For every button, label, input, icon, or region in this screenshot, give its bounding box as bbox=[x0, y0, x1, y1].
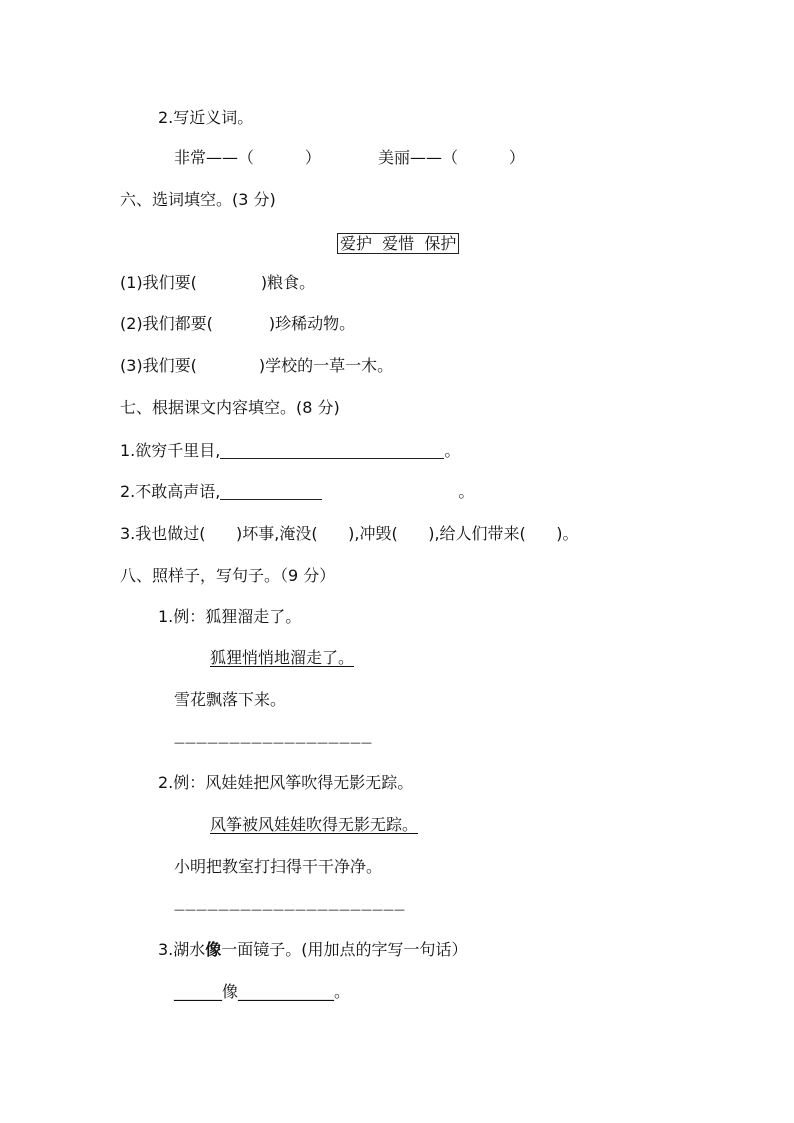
fill-question-1-start: (1)我们要( bbox=[120, 273, 197, 292]
exercise-1-prompt: 雪花飘落下来。 bbox=[174, 690, 287, 709]
fill-question-2-end: )珍稀动物。 bbox=[268, 314, 356, 333]
section-8-heading: 八、照样子，写句子。（9 分） bbox=[120, 566, 336, 585]
exercise-3-label-end: 一面镜子。(用加点的字写一句话） bbox=[221, 940, 468, 959]
example-1-answer: 狐狸悄悄地溜走了。 bbox=[210, 648, 355, 667]
synonym-word-1: 非常—— bbox=[174, 148, 239, 167]
synonym-answer-1[interactable]: （ ） bbox=[238, 148, 321, 167]
exercise-3-end: 。 bbox=[334, 982, 351, 1001]
poem-line-1-end: 。 bbox=[444, 441, 461, 460]
example-2-label: 2.例：风娃娃把风筝吹得无影无踪。 bbox=[158, 773, 414, 792]
poem-line-2-end: 。 bbox=[458, 482, 475, 501]
exercise-2-answer-line[interactable]: ————————————————————— bbox=[174, 903, 405, 916]
example-2-answer: 风筝被风娃娃吹得无影无踪。 bbox=[210, 815, 419, 834]
fill-question-3-end: )学校的一草一木。 bbox=[258, 356, 394, 375]
synonym-word-2: 美丽—— bbox=[378, 148, 443, 167]
fill-question-1 bbox=[120, 273, 315, 293]
poem-line-1-start: 1.欲穷千里目, bbox=[120, 441, 221, 460]
exercise-1-answer-line[interactable]: —————————————————— bbox=[174, 736, 372, 749]
section-6-heading: 六、选词填空。(3 分) bbox=[120, 190, 276, 209]
poem-blank-1[interactable] bbox=[220, 442, 444, 459]
synonym-pair-2 bbox=[378, 148, 525, 168]
exercise-2-prompt: 小明把教室打扫得干干净净。 bbox=[174, 857, 383, 876]
poem-line-2 bbox=[120, 482, 474, 502]
exercise-3-blank-b[interactable]: ____________ bbox=[238, 982, 335, 1001]
poem-line-2-start: 2.不敢高声语, bbox=[120, 482, 221, 501]
section-7-heading: 七、根据课文内容填空。(8 分) bbox=[120, 398, 340, 417]
poem-blank-2[interactable] bbox=[220, 483, 322, 500]
synonym-pair-1 bbox=[174, 148, 321, 168]
exercise-3-key-char: 像 bbox=[205, 940, 222, 959]
fill-question-2-start: (2)我们都要( bbox=[120, 314, 213, 333]
exercise-3-answer-line[interactable] bbox=[174, 982, 350, 1002]
exercise-3-label bbox=[158, 940, 468, 960]
text-fill-question-3: 3.我也做过( )坏事,淹没( ),冲毁( ),给人们带来( )。 bbox=[120, 524, 579, 543]
exercise-3-mid: 像 bbox=[222, 982, 239, 1001]
fill-question-3 bbox=[120, 356, 393, 376]
synonym-answer-2[interactable]: （ ） bbox=[442, 148, 525, 167]
example-1-label: 1.例：狐狸溜走了。 bbox=[158, 607, 302, 626]
synonym-task: 2.写近义词。 bbox=[158, 108, 254, 127]
word-choice-list: 爱护 爱惜 保护 bbox=[337, 233, 459, 254]
fill-question-3-start: (3)我们要( bbox=[120, 356, 197, 375]
word-choice-box bbox=[337, 234, 459, 254]
poem-line-1 bbox=[120, 441, 460, 461]
fill-question-2 bbox=[120, 314, 355, 334]
exercise-3-blank-a[interactable]: ______ bbox=[174, 982, 222, 1001]
fill-question-1-end: )粮食。 bbox=[260, 273, 316, 292]
exercise-3-label-start: 3.湖水 bbox=[158, 940, 206, 959]
